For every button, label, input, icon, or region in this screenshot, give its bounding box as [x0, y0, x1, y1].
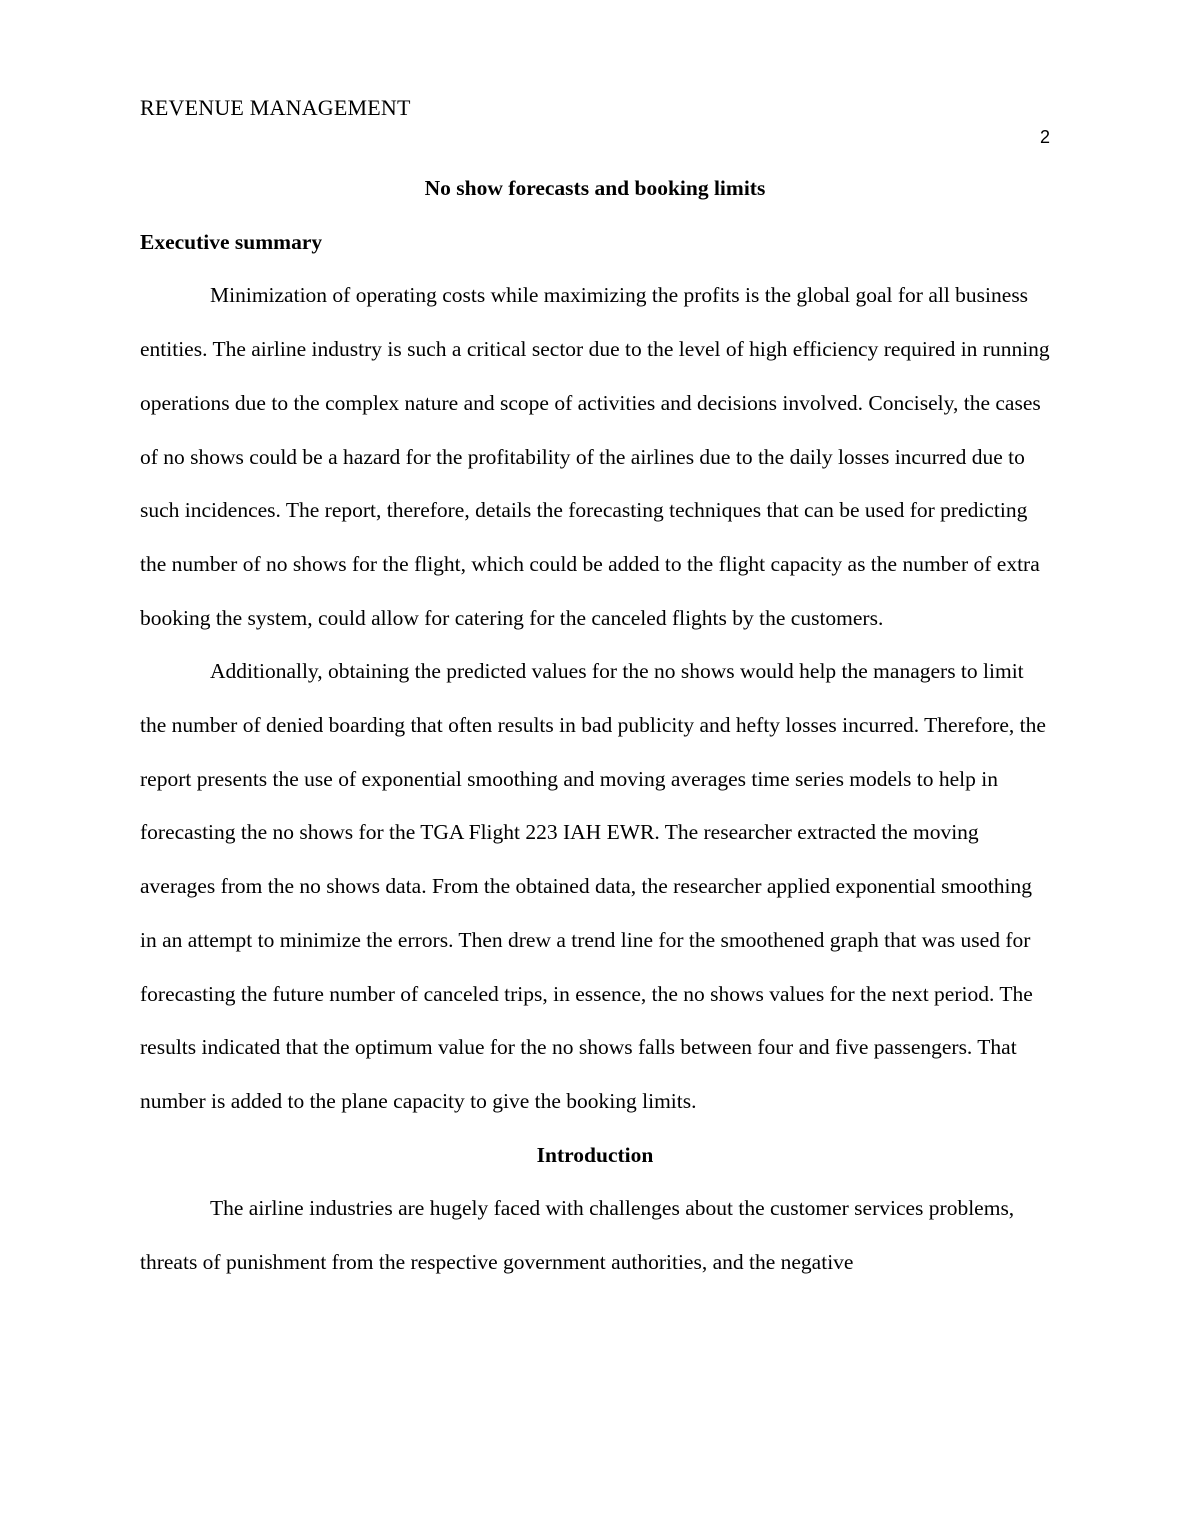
document-body	[140, 162, 1050, 1290]
section-heading-executive-summary: Executive summary	[140, 229, 323, 254]
document-title: No show forecasts and booking limits	[424, 176, 766, 200]
page-number: 2	[1039, 127, 1050, 147]
section-heading-introduction: Introduction	[536, 1142, 654, 1167]
running-head: REVENUE MANAGEMENT	[140, 95, 411, 120]
introduction-paragraph-1: The airline industries are hugely faced with challenges about the customer services problems, threats of punishment from the respective government authorities, and the negative	[140, 1196, 1015, 1275]
executive-summary-paragraph-2: Additionally, obtaining the predicted values for the no shows would help the managers to limit the number of denied boarding that often results in bad publicity and hefty losses incurred. Therefore, the report presents the use of exponential smoothing and moving averages time series models to help in forecasting the no shows for the TGA Flight 223 IAH EWR. The researcher extracted the moving averages from the no shows data. From the obtained data, the researcher applied exponential smoothing in an attempt to minimize the errors. Then drew a trend line for the smoothened graph that was used for forecasting the future number of canceled trips, in essence, the no shows values for the next period. The results indicated that the optimum value for the no shows falls between four and five passengers. That number is added to the plane capacity to give the booking limits.	[140, 659, 1046, 1113]
executive-summary-paragraph-1: Minimization of operating costs while maximizing the profits is the global goal for all business entities. The airline industry is such a critical sector due to the level of high efficiency required in running operations due to the complex nature and scope of activities and decisions involved. Concisely, the cases of no shows could be a hazard for the profitability of the airlines due to the daily losses incurred due to such incidences. The report, therefore, details the forecasting techniques that can be used for predicting the number of no shows for the flight, which could be added to the flight capacity as the number of extra booking the system, could allow for catering for the canceled flights by the customers.	[140, 283, 1050, 630]
